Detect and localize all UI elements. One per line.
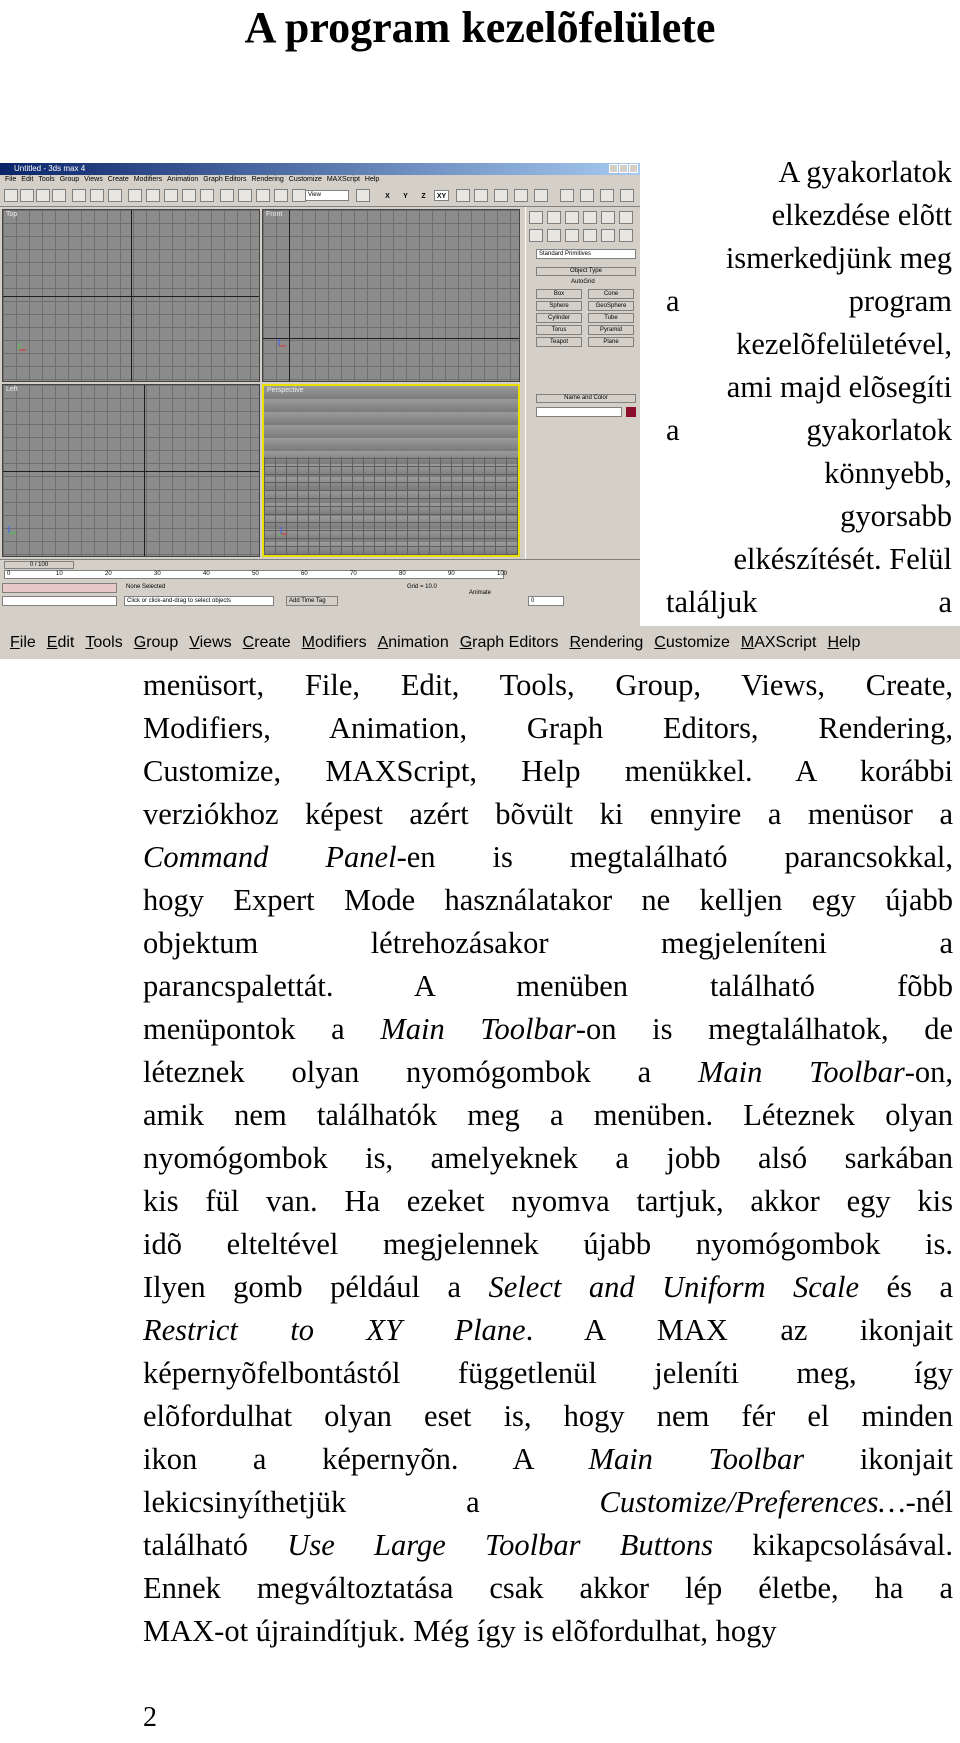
axis-tripod-icon	[278, 526, 288, 536]
command-tab-icon	[529, 229, 543, 242]
text-segment: verziókhoz képest azért bõvült ki ennyire a menüsor a	[143, 797, 953, 831]
text-segment: lekicsinyíthetjük a	[143, 1485, 600, 1519]
ruler-tick-label: 90	[448, 571, 455, 577]
toolbar-icon	[108, 189, 122, 202]
menu-item: Views	[189, 634, 232, 651]
menu-item: Rendering	[569, 634, 644, 651]
primitive-button: Box	[536, 289, 582, 299]
maxscript-listener	[2, 583, 117, 593]
text-segment: idõ elteltével megjelennek újabb nyomógombok is.	[143, 1227, 953, 1261]
toolbar-icon	[220, 189, 234, 202]
text-line	[143, 1524, 953, 1567]
text-line	[143, 1223, 953, 1266]
text-line	[143, 750, 953, 793]
text-line	[143, 707, 953, 750]
app-screenshot	[0, 163, 640, 626]
text-line: kezelõfelületével,	[736, 327, 952, 361]
italic-term: Use Large Toolbar Buttons	[287, 1528, 713, 1562]
primitive-button: Cylinder	[536, 313, 582, 323]
app-menu-item: Animation	[167, 176, 199, 183]
toolbar-icon	[146, 189, 160, 202]
axis-tripod-icon	[7, 525, 17, 535]
italic-term: Main Toolbar	[380, 1012, 576, 1046]
autogrid-checkbox: AutoGrid	[571, 279, 595, 285]
menu-item: Group	[133, 634, 179, 651]
body-paragraph	[143, 664, 953, 1653]
time-slider	[0, 559, 640, 580]
primitive-button: Cone	[588, 289, 634, 299]
toolbar-icon	[128, 189, 142, 202]
text-segment: kis fül van. Ha ezeket nyomva tartjuk, akkor egy kis	[143, 1184, 953, 1218]
text-line	[143, 664, 953, 707]
main-toolbar	[0, 186, 640, 207]
object-type-rollout: Object Type	[536, 267, 636, 276]
command-tab-icon	[547, 229, 561, 242]
text-line	[143, 965, 953, 1008]
toolbar-icon	[164, 189, 178, 202]
text-line	[143, 1094, 953, 1137]
command-tab-icon	[619, 211, 633, 224]
text-segment: ikonjait	[804, 1442, 953, 1476]
maximize-icon	[619, 164, 628, 173]
text-line	[143, 1008, 953, 1051]
viewports	[0, 207, 522, 559]
app-menu-item: Customize	[288, 176, 322, 183]
status-bar	[0, 581, 640, 626]
viewport-label: Top	[6, 211, 18, 218]
text-segment: kikapcsolásával.	[713, 1528, 953, 1562]
app-menu-item: Edit	[21, 176, 34, 183]
frame-field: 0	[528, 596, 564, 606]
text-segment: léteznek olyan nyomógombok a	[143, 1055, 698, 1089]
text-segment: -on,	[904, 1055, 953, 1089]
italic-term: Main Toolbar	[588, 1442, 805, 1476]
command-tab-icon	[583, 229, 597, 242]
menu-item: MAXScript	[740, 634, 817, 651]
toolbar-icon	[580, 189, 594, 202]
toolbar-icon	[456, 189, 470, 202]
text-line	[143, 1180, 953, 1223]
axis-button: Z	[421, 193, 426, 200]
text-segment: Ilyen gomb például a	[143, 1270, 489, 1304]
text-line: könnyebb,	[824, 456, 952, 490]
text-segment: hogy Expert Mode használatakor ne kelljen egy újabb	[143, 883, 953, 917]
primitive-button: Sphere	[536, 301, 582, 311]
menu-bar-enlarged	[0, 626, 960, 659]
toolbar-icon	[256, 189, 270, 202]
menu-item: Customize	[654, 634, 730, 651]
menu-item: Graph Editors	[459, 634, 559, 651]
add-time-tag-button: Add Time Tag	[286, 596, 338, 606]
text-segment: amik nem találhatók meg a menüben. Léteznek olyan	[143, 1098, 953, 1132]
text-line: elkészítését. Felül	[733, 542, 952, 576]
axis-constraint-buttons	[380, 190, 452, 202]
command-tab-icon	[565, 229, 579, 242]
color-swatch	[626, 407, 636, 417]
axis-button: XY	[434, 190, 449, 201]
app-menu-item: File	[5, 176, 17, 183]
text-segment: és a	[859, 1270, 953, 1304]
axis-tripod-icon	[17, 342, 27, 352]
command-tab-icon	[601, 229, 615, 242]
text-line	[143, 1395, 953, 1438]
ruler-tick-label: 40	[203, 571, 210, 577]
window-titlebar	[0, 163, 640, 175]
text-line	[143, 1309, 953, 1352]
axis-tripod-icon	[277, 338, 287, 348]
app-menu-item: Group	[59, 176, 80, 183]
command-tab-icon	[565, 211, 579, 224]
text-line	[143, 836, 953, 879]
text-segment: -nél	[905, 1485, 953, 1519]
italic-term: Customize/Preferences…	[599, 1485, 906, 1519]
primitive-button: Pyramid	[588, 325, 634, 335]
ruler-tick-label: 100	[497, 571, 508, 577]
ruler-tick-label: 70	[350, 571, 357, 577]
text-segment: ikon a képernyõn. A	[143, 1442, 589, 1476]
toolbar-icon	[620, 189, 634, 202]
toolbar-icon	[474, 189, 488, 202]
toolbar-icon	[514, 189, 528, 202]
text-line	[143, 922, 953, 965]
primitive-button: GeoSphere	[588, 301, 634, 311]
text-line	[143, 1137, 953, 1180]
italic-term: Select and Uniform Scale	[488, 1270, 860, 1304]
text-line	[143, 1481, 953, 1524]
text-line	[143, 1567, 953, 1610]
ruler-tick-label: 0	[7, 571, 11, 577]
side-paragraph	[666, 151, 952, 624]
track-ruler	[4, 570, 508, 579]
viewport-perspective	[262, 384, 520, 557]
name-color-rollout: Name and Color	[536, 394, 636, 403]
page-title: A program kezelõfelülete	[244, 3, 716, 52]
toolbar-icon	[182, 189, 196, 202]
ruler-tick-label: 80	[399, 571, 406, 577]
axis-button: X	[385, 193, 390, 200]
command-tab-icon	[529, 211, 543, 224]
ruler-tick-label: 10	[56, 571, 63, 577]
menu-item: Animation	[377, 634, 449, 651]
minimize-icon	[609, 164, 618, 173]
view-dropdown: View	[305, 190, 349, 201]
toolbar-icon	[200, 189, 214, 202]
text-line: ismerkedjünk meg	[725, 241, 952, 275]
viewport-top	[2, 209, 260, 382]
app-menu-item: Help	[364, 176, 380, 183]
toolbar-icon	[560, 189, 574, 202]
text-segment: képernyõfelbontástól függetlenül jeleníti meg, így	[143, 1356, 953, 1390]
text-segment: objektum létrehozásakor megjeleníteni a	[143, 926, 953, 960]
toolbar-icon	[534, 189, 548, 202]
text-segment: található	[143, 1528, 288, 1562]
command-panel	[525, 207, 640, 559]
text-line	[143, 1266, 953, 1309]
toolbar-icon	[238, 189, 252, 202]
viewport-label: Left	[6, 386, 18, 393]
grid-spacing: Grid = 10.0	[405, 583, 453, 593]
primitive-button: Tube	[588, 313, 634, 323]
window-title: Untitled - 3ds max 4	[14, 164, 86, 173]
text-line	[143, 1352, 953, 1395]
toolbar-icon	[90, 189, 104, 202]
menu-item: Help	[827, 634, 861, 651]
app-menubar	[0, 175, 640, 185]
text-line: A gyakorlatok	[778, 155, 952, 189]
command-tab-icon	[583, 211, 597, 224]
viewport-left	[2, 384, 260, 557]
ruler-tick-label: 50	[252, 571, 259, 577]
page-number: 2	[143, 1702, 157, 1733]
ruler-tick-label: 60	[301, 571, 308, 577]
text-segment: elõfordulhat olyan eset is, hogy nem fér el minden	[143, 1399, 953, 1433]
app-menu-item: Graph Editors	[203, 176, 247, 183]
text-line: a gyakorlatok	[666, 413, 952, 447]
app-menu-item: Views	[84, 176, 103, 183]
toolbar-icon	[36, 189, 50, 202]
text-segment: -en is megtalálható parancsokkal,	[396, 840, 953, 874]
text-line	[143, 1610, 953, 1653]
text-line	[143, 1051, 953, 1094]
selection-status: None Selected	[124, 583, 204, 593]
app-menu-item: MAXScript	[326, 176, 360, 183]
text-segment: Customize, MAXScript, Help menükkel. A korábbi	[143, 754, 953, 788]
text-segment: . A MAX az ikonjait	[525, 1313, 953, 1347]
name-field	[536, 407, 622, 417]
viewport-front	[262, 209, 520, 382]
italic-term: Main Toolbar	[697, 1055, 905, 1089]
italic-term: Restrict to XY Plane	[143, 1313, 526, 1347]
text-line: találjuk a	[666, 585, 952, 619]
toolbar-icon	[274, 189, 288, 202]
toolbar-icon	[20, 189, 34, 202]
ruler-tick-label: 20	[105, 571, 112, 577]
toolbar-icon	[356, 189, 370, 202]
text-segment: menüsort, File, Edit, Tools, Group, Views, Create,	[143, 668, 953, 702]
primitive-button: Plane	[588, 337, 634, 347]
toolbar-icon	[292, 189, 306, 202]
prompt-line: Click or click-and-drag to select objects	[124, 596, 274, 606]
text-line: gyorsabb	[840, 499, 952, 533]
text-segment: menüpontok a	[143, 1012, 381, 1046]
text-line: ami majd elõsegíti	[726, 370, 952, 404]
toolbar-icon	[52, 189, 66, 202]
ruler-tick-label: 30	[154, 571, 161, 577]
command-tab-icon	[547, 211, 561, 224]
menu-item: Create	[242, 634, 291, 651]
menu-item: Modifiers	[301, 634, 367, 651]
text-segment: nyomógombok is, amelyeknek a jobb alsó sarkában	[143, 1141, 953, 1175]
time-slider-thumb: 0 / 100	[4, 561, 74, 569]
text-segment: -on is megtalálhatok, de	[575, 1012, 954, 1046]
app-menu-item: Create	[107, 176, 129, 183]
menu-item: Tools	[85, 634, 123, 651]
toolbar-icon	[72, 189, 86, 202]
text-line: a program	[666, 284, 952, 318]
maxscript-input	[2, 596, 117, 606]
text-segment: Modifiers, Animation, Graph Editors, Rendering,	[143, 711, 953, 745]
viewport-label: Perspective	[267, 387, 304, 394]
text-line	[143, 879, 953, 922]
command-tab-icon	[601, 211, 615, 224]
toolbar-icon	[494, 189, 508, 202]
text-segment: MAX-ot újraindítjuk. Még így is elõfordulhat, hogy	[143, 1614, 777, 1648]
toolbar-icon	[600, 189, 614, 202]
app-menu-item: Modifiers	[133, 176, 163, 183]
text-line: elkezdése elõtt	[771, 198, 952, 232]
close-icon	[629, 164, 638, 173]
animate-button: Animate	[467, 589, 497, 599]
toolbar-icon	[4, 189, 18, 202]
app-menu-item: Tools	[38, 176, 55, 183]
primitive-button: Torus	[536, 325, 582, 335]
menu-item: File	[10, 634, 36, 651]
text-segment: Ennek megváltoztatása csak akkor lép életbe, ha a	[143, 1571, 953, 1605]
italic-term: Command Panel	[143, 840, 397, 874]
text-line	[143, 793, 953, 836]
category-dropdown: Standard Primitives	[536, 249, 636, 259]
command-tab-icon	[619, 229, 633, 242]
axis-button: Y	[403, 193, 408, 200]
primitive-button: Teapot	[536, 337, 582, 347]
app-menu-item: Rendering	[251, 176, 284, 183]
menu-item: Edit	[46, 634, 75, 651]
viewport-label: Front	[266, 211, 283, 218]
text-line	[143, 1438, 953, 1481]
text-segment: parancspalettát. A menüben található fõbb	[143, 969, 953, 1003]
